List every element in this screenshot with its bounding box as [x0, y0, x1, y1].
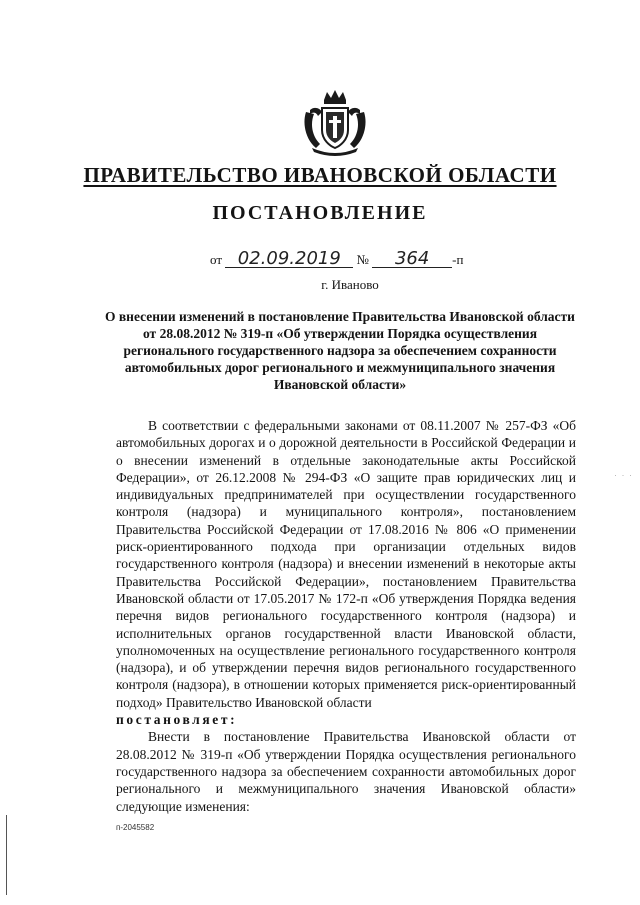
margin-mark: · · · [614, 470, 633, 480]
government-title: ПРАВИТЕЛЬСТВО ИВАНОВСКОЙ ОБЛАСТИ [83, 163, 557, 187]
coat-of-arms-icon [300, 90, 370, 156]
registration-line [210, 250, 463, 268]
resolves-word: постановляет: [116, 712, 238, 728]
handwritten-date: 02.09.2019 [225, 250, 353, 268]
preamble-paragraph: В соответствии с федеральными законами от 08.11.2007 № 257-ФЗ «Об автомобильных дорогах и о дорожной деятельности в Российской Федерации и о внесении изменений в отдельные законодательные акты Российской Федерации», от 26.12.2008 № 294-ФЗ «О защите прав юридических лиц и индивидуальных предпринимателей при осуществлении государственного контроля (надзора) и муниципального контроля», постановлением Правительства Российской Федерации от 17.08.2016 № 806 «О применении риск-ориентированного подхода при организации отдельных видов государственного контроля (надзора) и внесении изменений в некоторые акты Правительства Российской Федерации», постановлением Правительства Ивановской области от 17.05.2017 № 172-п «Об утверждения Порядка ведения перечня видов регионального государственного контроля (надзора) и исполнительных органов государственной власти Ивановской области, уполномоченных на осуществление регионального государственного контроля (надзора), и об утверждении перечня видов регионального государственного контроля (надзора), в отношении которых применяется риск-ориентированный подход» Правительство Ивановской области постановляет: [116, 418, 576, 728]
document-subject: О внесении изменений в постановление Правительства Ивановской области от 28.08.2012 № 319-п «Об утверждении Порядка осуществления регионального государственного надзора за обеспечением сохранности автомобильных дорог регионального и межмуниципального значения Ивановской области» [105, 309, 575, 392]
resolution-paragraph: Внести в постановление Правительства Ивановской области от 28.08.2012 № 319-п «Об утверждении Порядка осуществления регионального государственного надзора за обеспечением сохранности автомобильных дорог регионального и межмуниципального значения Ивановской области» следующие изменения: [116, 729, 576, 814]
scan-edge-line [6, 815, 7, 895]
handwritten-number: 364 [372, 250, 452, 268]
city-name: г. Иваново [321, 277, 379, 292]
date-prefix: от [210, 252, 223, 267]
number-suffix: -п [452, 252, 464, 267]
number-sign: № [356, 252, 369, 267]
document-body [116, 417, 576, 815]
document-code: п-2045582 [116, 823, 155, 832]
document-type-title: ПОСТАНОВЛЕНИЕ [212, 202, 428, 224]
